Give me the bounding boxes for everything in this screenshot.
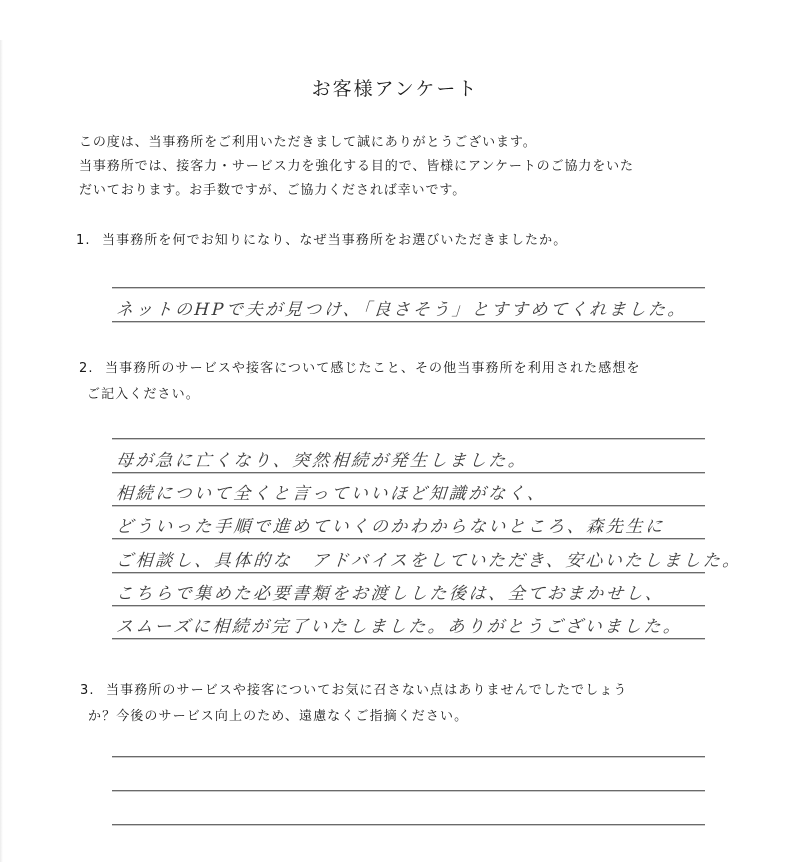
- answer-rule: [112, 538, 705, 540]
- question-text: 当事務所のサービスや接客についてお気に召さない点はありませんでしたでしょう: [106, 683, 628, 698]
- answer-rule: [112, 505, 705, 507]
- answer-rule: [112, 438, 705, 440]
- question-number: 2.: [79, 361, 94, 376]
- handwritten-answer-2-line: 相続について全くと言っていいほど知識がなく、: [115, 484, 548, 504]
- intro-paragraph: [79, 131, 739, 203]
- handwritten-answer-2-line: どういった手順で進めていくのかわからないところ、森先生に: [115, 517, 666, 537]
- intro-line: 当事務所では、接客力・サービス力を強化する目的で、皆様にアンケートのご協力をいた: [79, 159, 634, 174]
- handwritten-answer-2-line: ご相談し、具体的な アドバイスをしていただき、安心いたしました。: [115, 551, 743, 571]
- handwritten-answer-1-line: ネットのHPで夫が見つけ、「良さそう」とすすめてくれました。: [115, 300, 688, 320]
- question-3-line: [80, 678, 627, 704]
- question-number: 3.: [80, 683, 95, 698]
- question-1-line: [76, 228, 567, 254]
- question-text: か？今後のサービス向上のため、遠慮なくご指摘ください。: [88, 709, 469, 724]
- answer-rule: [112, 638, 705, 640]
- handwritten-answer-2-line: こちらで集めた必要書類をお渡しした後は、全ておまかせし、: [115, 584, 666, 604]
- page-title: お客様アンケート: [311, 78, 479, 100]
- question-1: [76, 228, 567, 254]
- question-text: 当事務所のサービスや接客について感じたこと、その他当事務所を利用された感想を: [105, 361, 641, 376]
- answer-rule: [112, 756, 705, 758]
- intro-line: だいております。お手数ですが、ご協力くだされば幸いです。: [79, 183, 467, 198]
- handwritten-answer-2-line: 母が急に亡くなり、突然相続が発生しました。: [115, 451, 529, 471]
- question-text: ご記入ください。: [87, 387, 200, 402]
- question-2-line: [79, 356, 641, 382]
- answer-rule: [112, 287, 705, 289]
- scan-edge: [0, 40, 3, 862]
- handwritten-answer-2-line: スムーズに相続が完了いたしました。ありがとうございました。: [115, 617, 684, 637]
- answer-rule: [112, 605, 705, 607]
- intro-line: この度は、当事務所をご利用いただきまして誠にありがとうございます。: [79, 135, 537, 150]
- answer-rule: [112, 472, 705, 474]
- answer-rule: [112, 572, 705, 574]
- question-text: 当事務所を何でお知りになり、なぜ当事務所をお選びいただきましたか。: [102, 233, 568, 248]
- answer-rule: [112, 790, 705, 792]
- question-number: 1.: [76, 233, 91, 248]
- answer-rule: [112, 824, 705, 826]
- answer-rule: [112, 321, 705, 323]
- question-3: [80, 678, 627, 730]
- question-2: [79, 356, 641, 408]
